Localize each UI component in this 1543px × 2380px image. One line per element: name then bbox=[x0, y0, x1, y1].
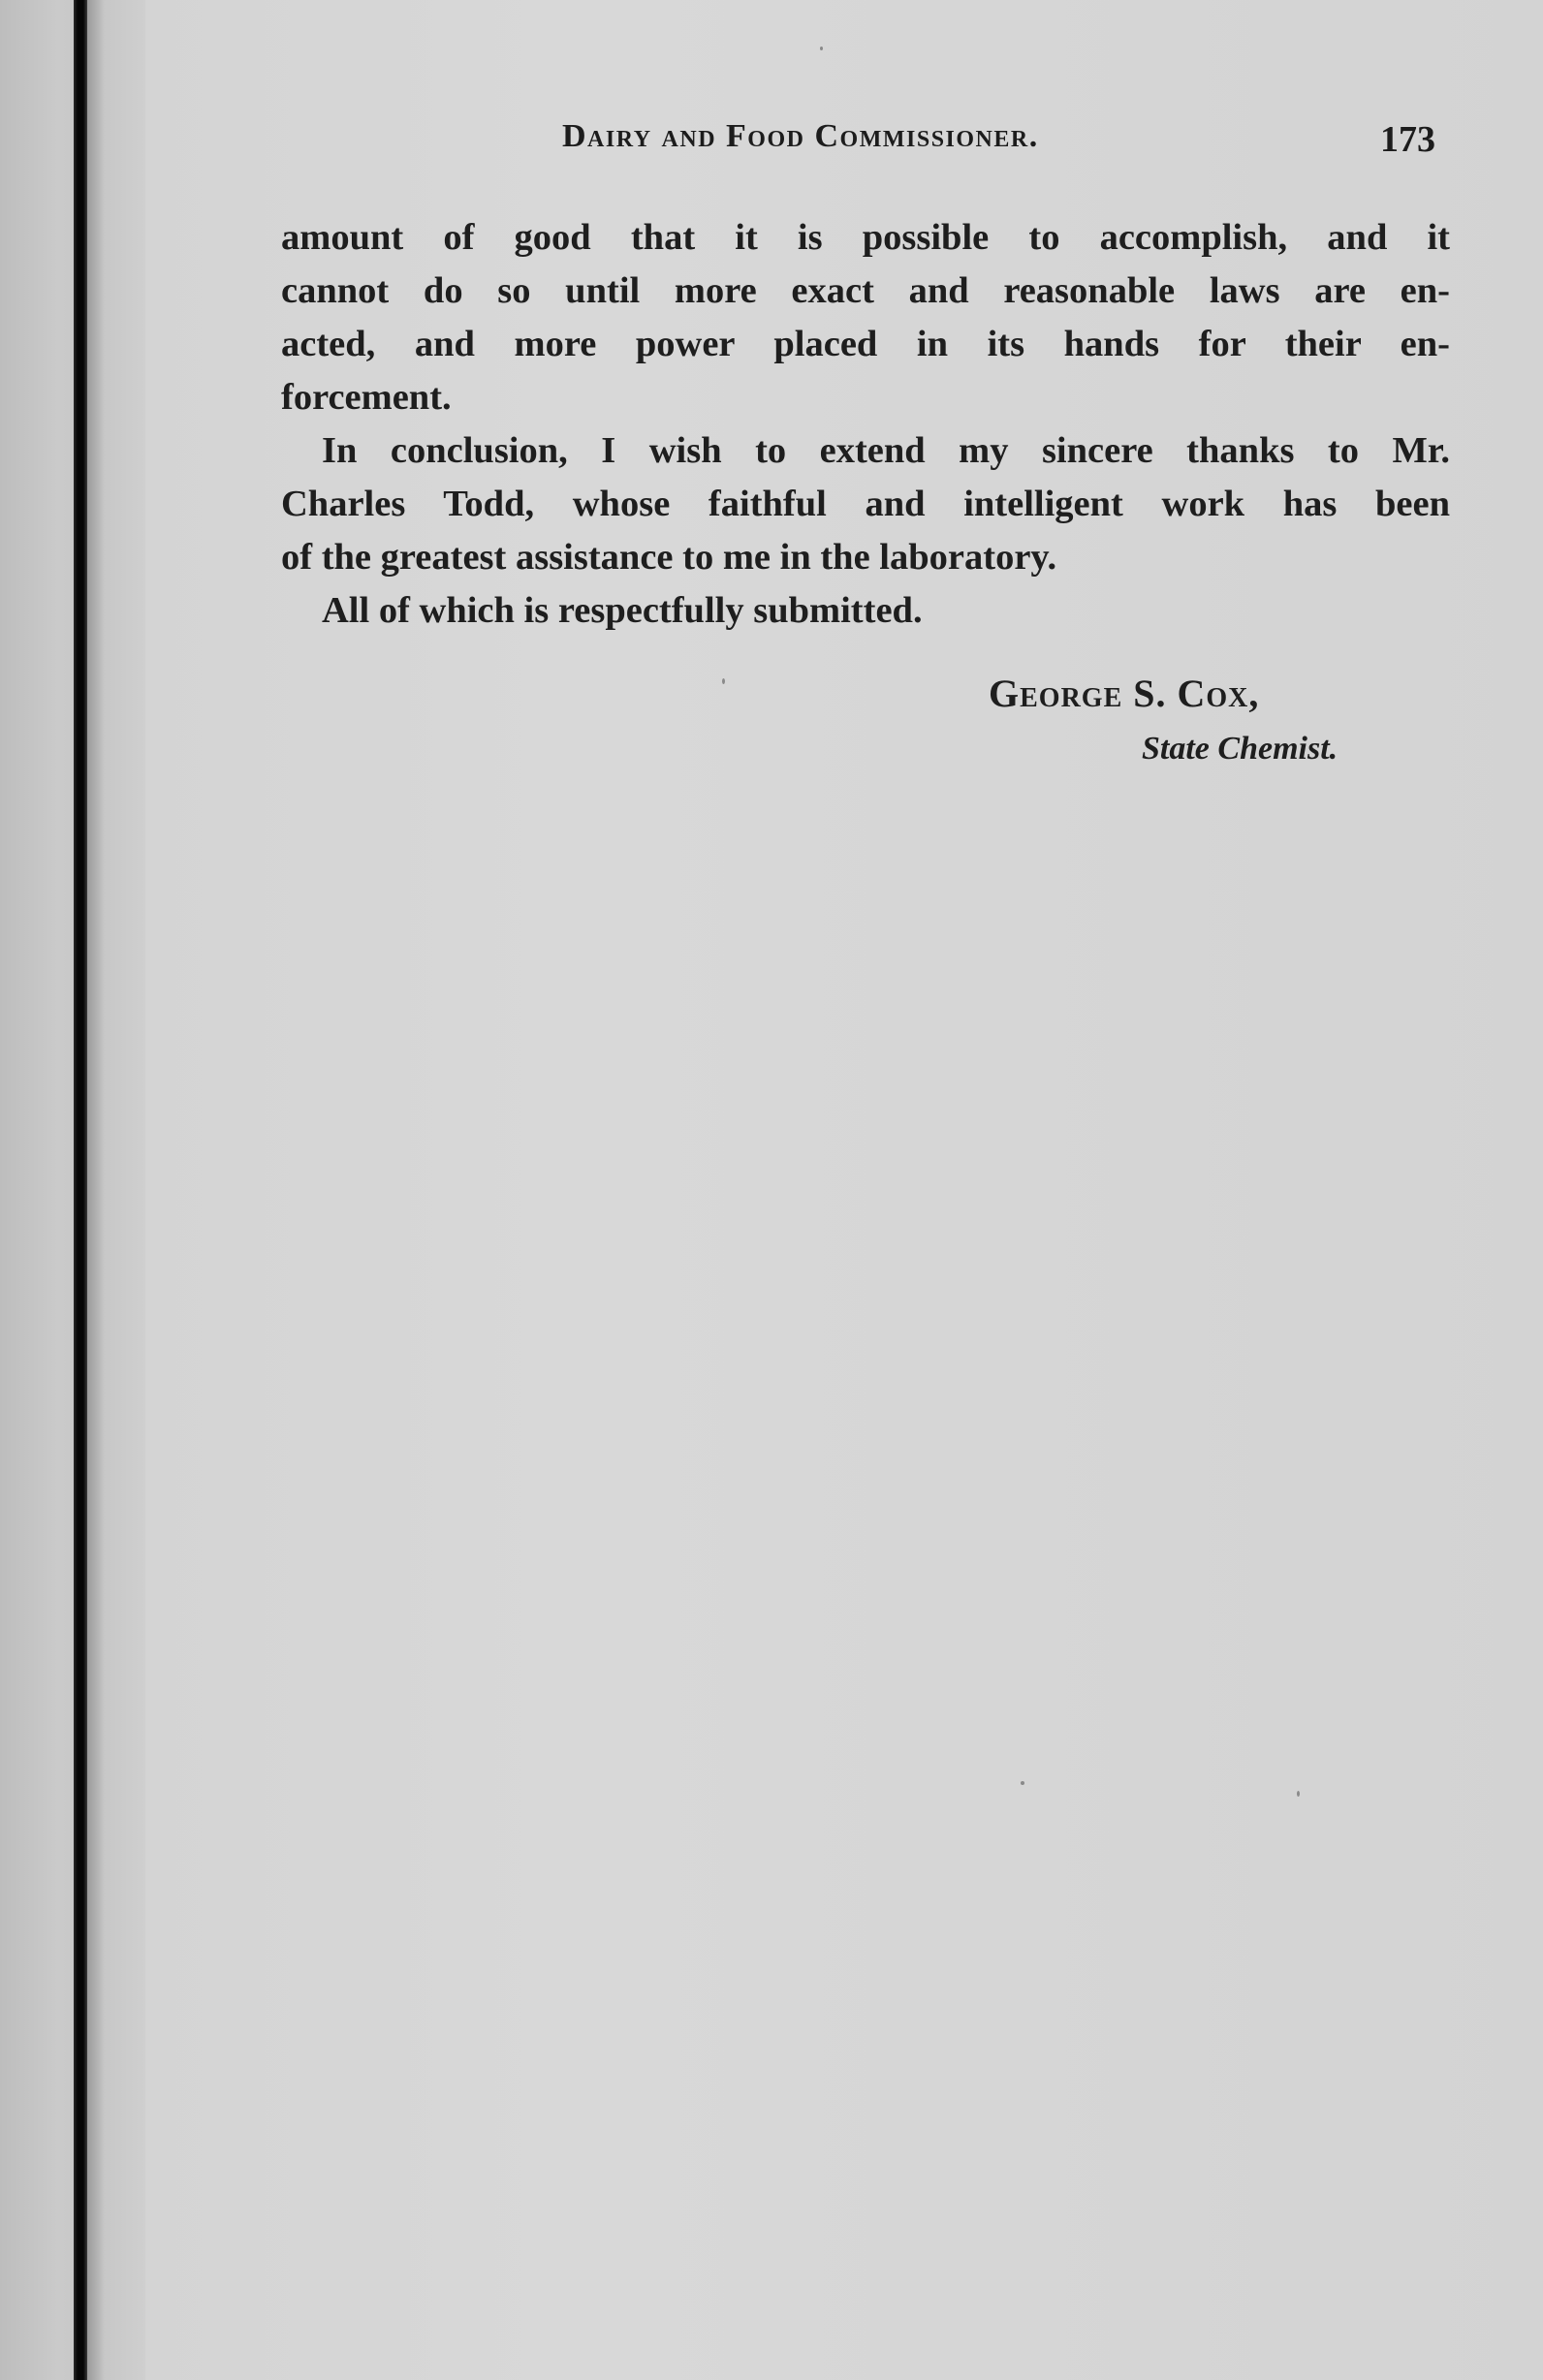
text-line: amount of good that it is possible to accomplish, and it bbox=[281, 217, 1450, 258]
text-line: cannot do so until more exact and reasonable laws are en- bbox=[281, 270, 1450, 311]
paragraph-1 bbox=[281, 211, 1450, 424]
binding-edge bbox=[74, 0, 87, 2380]
text-line: acted, and more power placed in its hands for their en- bbox=[281, 324, 1450, 364]
body-text bbox=[281, 211, 1450, 638]
text-line: In conclusion, I wish to extend my sincere thanks to Mr. bbox=[322, 430, 1450, 471]
running-head: Dairy and Food Commissioner. bbox=[562, 118, 1039, 154]
page-gutter bbox=[0, 0, 145, 2380]
paper-speck bbox=[722, 678, 725, 684]
text-line: forcement. bbox=[281, 377, 452, 418]
text-line: of the greatest assistance to me in the laboratory. bbox=[281, 537, 1057, 578]
paper-speck bbox=[820, 47, 823, 50]
paragraph-2 bbox=[281, 424, 1450, 584]
binding-shadow bbox=[87, 0, 105, 2380]
signature-name: George S. Cox, bbox=[989, 672, 1260, 715]
paper-speck bbox=[1021, 1781, 1024, 1785]
signature-title: State Chemist. bbox=[1142, 731, 1338, 767]
paper-speck bbox=[1297, 1791, 1300, 1797]
text-line: Charles Todd, whose faithful and intelligent work has been bbox=[281, 484, 1450, 524]
paragraph-3 bbox=[281, 584, 1450, 638]
text-line: All of which is respectfully submitted. bbox=[322, 590, 923, 631]
page-number: 173 bbox=[1380, 119, 1435, 160]
